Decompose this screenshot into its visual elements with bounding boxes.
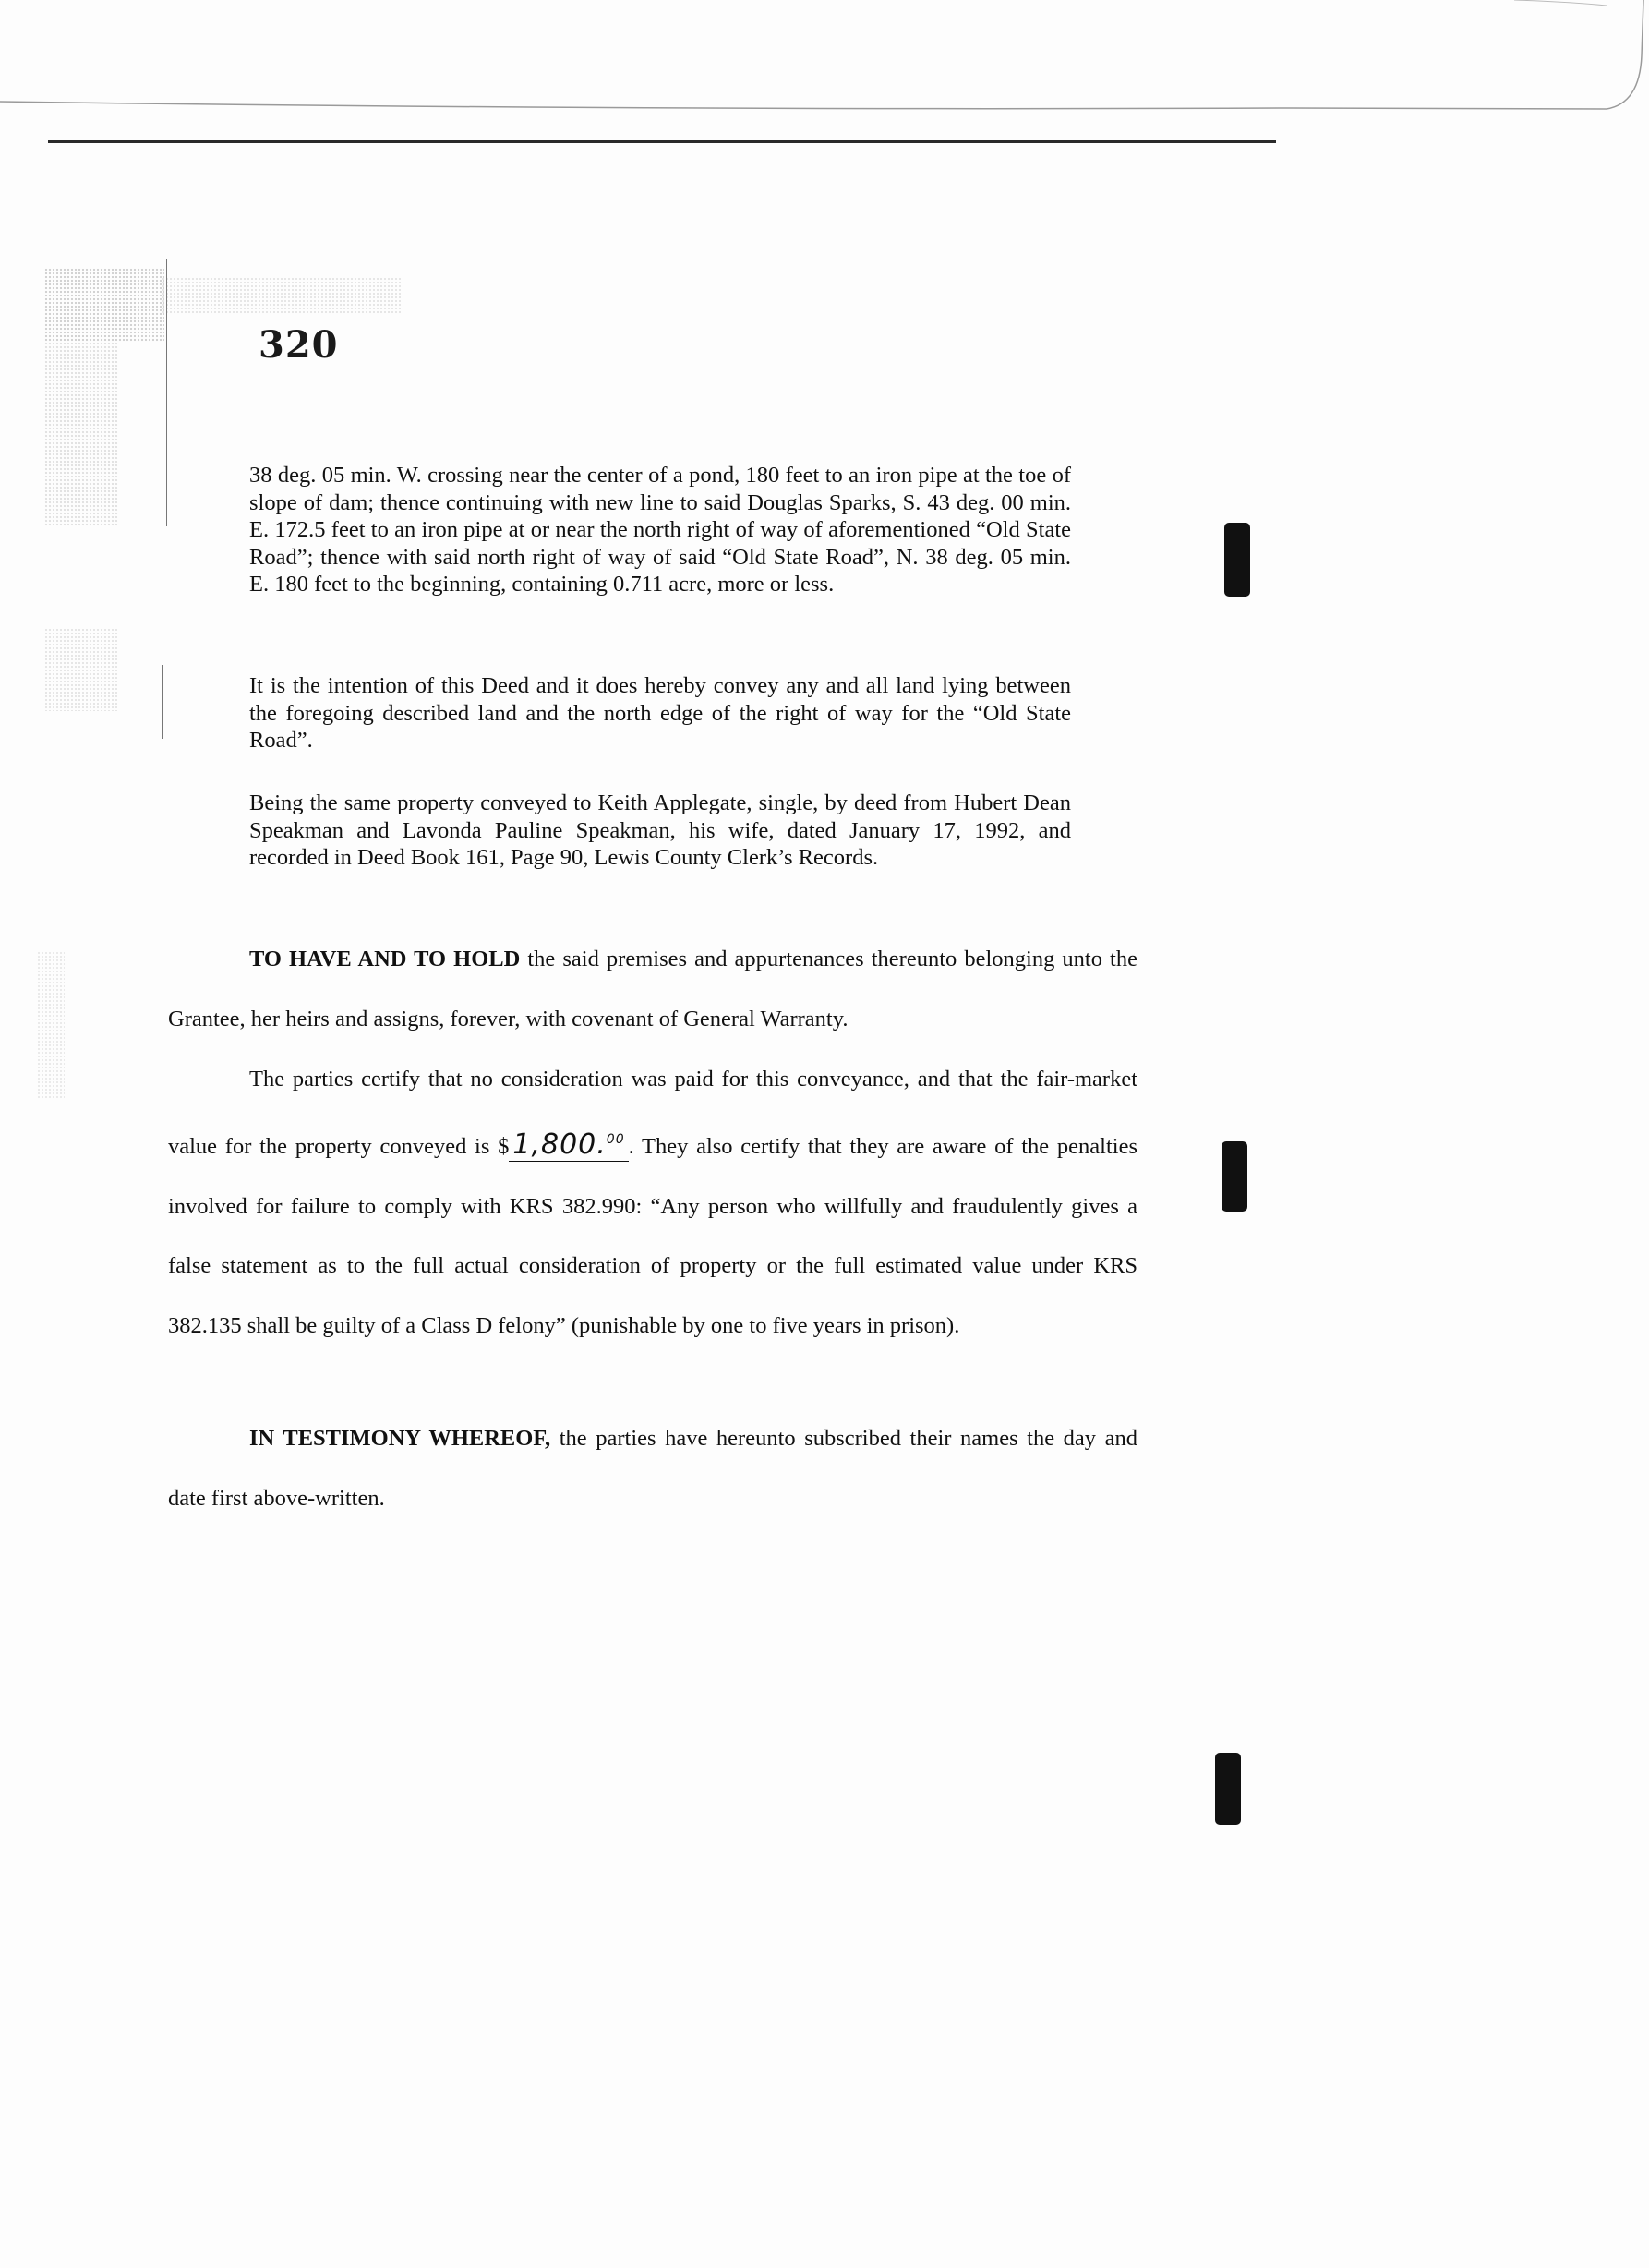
binder-hole-mark (1222, 1141, 1247, 1212)
top-rule-line (48, 140, 1276, 143)
intention-paragraph: It is the intention of this Deed and it does hereby convey any and all land lying between the foregoing described land and the north edge of the right of way for the “Old State Road”. (249, 673, 1071, 753)
handwritten-value-cents: 00 (606, 1131, 625, 1147)
consideration-clause (168, 1050, 1137, 1357)
consideration-text-before: The parties certify that no consideration was paid for this conveyance, and that the fair-market value for the property conveyed is $ (168, 1067, 1137, 1159)
scan-noise (44, 268, 164, 342)
binder-hole-mark (1215, 1753, 1241, 1825)
testimony-heading: IN TESTIMONY WHEREOF, (249, 1426, 551, 1451)
scan-noise (37, 951, 65, 1099)
scan-noise (44, 342, 118, 526)
source-deed-paragraph: Being the same property conveyed to Keith Applegate, single, by deed from Hubert Dean Speakman and Lavonda Pauline Speakman, his wife, dated January 17, 1992, and recorded in Deed Book 161, Page 90, Lewis County Clerk’s Records. (249, 790, 1071, 870)
binder-hole-mark (1224, 523, 1250, 597)
handwritten-value (509, 1128, 628, 1162)
scan-noise (162, 277, 402, 314)
testimony-text: the parties have hereunto subscribed their names the day and date first above-written. (168, 1426, 1137, 1511)
testimony-clause (168, 1409, 1137, 1529)
habendum-heading: TO HAVE AND TO HOLD (249, 947, 521, 971)
scan-noise (44, 628, 118, 711)
consideration-text-after: . They also certify that they are aware of the penalties involved for failure to comply with KRS 382.990: “Any person who willfully and fraudulently gives a false statement as to the full actual consideration of property or the full estimated value under KRS 382.135 shall be guilty of a Class D felony” (punishable by one to five years in prison). (168, 1133, 1137, 1339)
habendum-text: the said premises and appurtenances thereunto belonging unto the Grantee, her heirs and assigns, forever, with covenant of General Warranty. (168, 947, 1137, 1031)
habendum-clause (168, 930, 1137, 1050)
handwritten-value-main: 1,800. (512, 1128, 607, 1161)
property-description-paragraph: 38 deg. 05 min. W. crossing near the center of a pond, 180 feet to an iron pipe at the toe of slope of dam; thence continuing with new line to said Douglas Sparks, S. 43 deg. 00 min. E. 172.5 feet to an iron pipe at or near the north right of way of aforementioned “Old State Road”; thence with said north right of way of said “Old State Road”, N. 38 deg. 05 min. E. 180 feet to the beginning, containing 0.711 acre, more or less. (249, 463, 1071, 597)
scan-margin-line (166, 259, 167, 526)
scan-margin-line (162, 665, 163, 739)
page-number: 320 (259, 323, 339, 367)
